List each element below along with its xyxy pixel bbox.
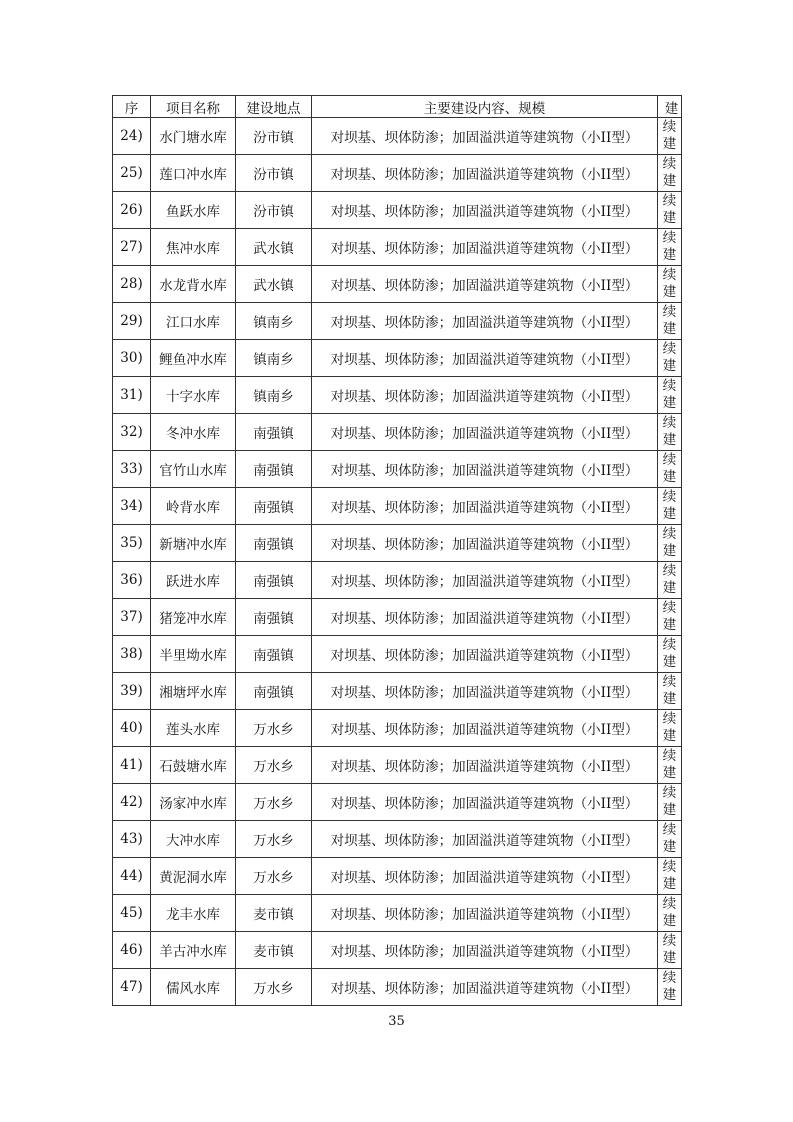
- cell-project-name: 莲口冲水库: [151, 155, 236, 192]
- cell-project-name: 水龙背水库: [151, 266, 236, 303]
- table-row: [113, 599, 682, 636]
- cell-location: 南强镇: [236, 414, 312, 451]
- cell-content: 对坝基、坝体防渗；加固溢洪道等建筑物（小II型）: [312, 858, 658, 895]
- cell-project-name: 羊古冲水库: [151, 932, 236, 969]
- cell-content: 对坝基、坝体防渗；加固溢洪道等建筑物（小II型）: [312, 377, 658, 414]
- table-row: [113, 192, 682, 229]
- cell-project-name: 新塘冲水库: [151, 525, 236, 562]
- cell-content: 对坝基、坝体防渗；加固溢洪道等建筑物（小II型）: [312, 932, 658, 969]
- table-row: [113, 895, 682, 932]
- cell-index: 41): [113, 747, 151, 784]
- cell-status: 续建: [658, 562, 682, 599]
- cell-content: 对坝基、坝体防渗；加固溢洪道等建筑物（小II型）: [312, 562, 658, 599]
- cell-content: 对坝基、坝体防渗；加固溢洪道等建筑物（小II型）: [312, 710, 658, 747]
- cell-status: 续建: [658, 340, 682, 377]
- cell-status: 续建: [658, 932, 682, 969]
- table-row: [113, 229, 682, 266]
- cell-location: 万水乡: [236, 969, 312, 1006]
- cell-location: 南强镇: [236, 562, 312, 599]
- cell-project-name: 龙丰水库: [151, 895, 236, 932]
- cell-index: 31): [113, 377, 151, 414]
- cell-project-name: 水门塘水库: [151, 118, 236, 155]
- table-row: [113, 636, 682, 673]
- table-row: [113, 821, 682, 858]
- cell-index: 39): [113, 673, 151, 710]
- cell-status: 续建: [658, 636, 682, 673]
- cell-status: 续建: [658, 414, 682, 451]
- cell-location: 麦市镇: [236, 895, 312, 932]
- table-row: [113, 969, 682, 1006]
- cell-index: 29): [113, 303, 151, 340]
- cell-location: 汾市镇: [236, 118, 312, 155]
- cell-location: 万水乡: [236, 784, 312, 821]
- cell-index: 32): [113, 414, 151, 451]
- cell-content: 对坝基、坝体防渗；加固溢洪道等建筑物（小II型）: [312, 118, 658, 155]
- table-row: [113, 858, 682, 895]
- table-row: [113, 932, 682, 969]
- cell-location: 镇南乡: [236, 377, 312, 414]
- cell-project-name: 鱼跃水库: [151, 192, 236, 229]
- cell-status: 续建: [658, 229, 682, 266]
- cell-index: 47): [113, 969, 151, 1006]
- cell-status: 续建: [658, 525, 682, 562]
- cell-index: 43): [113, 821, 151, 858]
- cell-project-name: 猪笼冲水库: [151, 599, 236, 636]
- cell-project-name: 官竹山水库: [151, 451, 236, 488]
- cell-status: 续建: [658, 895, 682, 932]
- cell-status: 续建: [658, 192, 682, 229]
- cell-status: 续建: [658, 969, 682, 1006]
- table-row: [113, 118, 682, 155]
- cell-content: 对坝基、坝体防渗；加固溢洪道等建筑物（小II型）: [312, 821, 658, 858]
- cell-project-name: 大冲水库: [151, 821, 236, 858]
- header-index: 序: [113, 96, 151, 118]
- cell-content: 对坝基、坝体防渗；加固溢洪道等建筑物（小II型）: [312, 636, 658, 673]
- cell-index: 37): [113, 599, 151, 636]
- cell-content: 对坝基、坝体防渗；加固溢洪道等建筑物（小II型）: [312, 229, 658, 266]
- cell-index: 38): [113, 636, 151, 673]
- cell-status: 续建: [658, 784, 682, 821]
- cell-status: 续建: [658, 303, 682, 340]
- table-row: [113, 377, 682, 414]
- cell-index: 36): [113, 562, 151, 599]
- cell-project-name: 江口水库: [151, 303, 236, 340]
- cell-index: 26): [113, 192, 151, 229]
- cell-location: 万水乡: [236, 858, 312, 895]
- header-status: 建: [658, 96, 682, 118]
- table-row: [113, 414, 682, 451]
- cell-project-name: 莲头水库: [151, 710, 236, 747]
- cell-status: 续建: [658, 118, 682, 155]
- cell-index: 30): [113, 340, 151, 377]
- cell-content: 对坝基、坝体防渗；加固溢洪道等建筑物（小II型）: [312, 599, 658, 636]
- cell-index: 42): [113, 784, 151, 821]
- cell-project-name: 半里坳水库: [151, 636, 236, 673]
- cell-project-name: 跃进水库: [151, 562, 236, 599]
- cell-status: 续建: [658, 155, 682, 192]
- cell-content: 对坝基、坝体防渗；加固溢洪道等建筑物（小II型）: [312, 451, 658, 488]
- cell-index: 28): [113, 266, 151, 303]
- cell-location: 汾市镇: [236, 192, 312, 229]
- table-row: [113, 266, 682, 303]
- cell-content: 对坝基、坝体防渗；加固溢洪道等建筑物（小II型）: [312, 303, 658, 340]
- cell-index: 45): [113, 895, 151, 932]
- cell-status: 续建: [658, 266, 682, 303]
- table-body: [113, 118, 682, 1006]
- table-row: [113, 451, 682, 488]
- cell-project-name: 冬冲水库: [151, 414, 236, 451]
- cell-content: 对坝基、坝体防渗；加固溢洪道等建筑物（小II型）: [312, 192, 658, 229]
- table-row: [113, 340, 682, 377]
- cell-content: 对坝基、坝体防渗；加固溢洪道等建筑物（小II型）: [312, 414, 658, 451]
- cell-status: 续建: [658, 821, 682, 858]
- cell-index: 24): [113, 118, 151, 155]
- cell-location: 南强镇: [236, 525, 312, 562]
- cell-status: 续建: [658, 710, 682, 747]
- cell-location: 南强镇: [236, 636, 312, 673]
- cell-status: 续建: [658, 673, 682, 710]
- cell-location: 南强镇: [236, 673, 312, 710]
- cell-location: 南强镇: [236, 488, 312, 525]
- cell-status: 续建: [658, 451, 682, 488]
- cell-content: 对坝基、坝体防渗；加固溢洪道等建筑物（小II型）: [312, 266, 658, 303]
- cell-location: 武水镇: [236, 229, 312, 266]
- cell-index: 46): [113, 932, 151, 969]
- cell-index: 27): [113, 229, 151, 266]
- cell-project-name: 鲤鱼冲水库: [151, 340, 236, 377]
- header-name: 项目名称: [151, 96, 236, 118]
- table-row: [113, 673, 682, 710]
- cell-location: 万水乡: [236, 821, 312, 858]
- cell-content: 对坝基、坝体防渗；加固溢洪道等建筑物（小II型）: [312, 673, 658, 710]
- cell-status: 续建: [658, 858, 682, 895]
- table-header: [113, 96, 682, 118]
- cell-location: 武水镇: [236, 266, 312, 303]
- project-table: [112, 95, 682, 1006]
- cell-project-name: 岭背水库: [151, 488, 236, 525]
- table-row: [113, 488, 682, 525]
- cell-content: 对坝基、坝体防渗；加固溢洪道等建筑物（小II型）: [312, 784, 658, 821]
- cell-project-name: 黄泥洞水库: [151, 858, 236, 895]
- cell-project-name: 焦冲水库: [151, 229, 236, 266]
- cell-location: 万水乡: [236, 710, 312, 747]
- cell-location: 南强镇: [236, 599, 312, 636]
- table-row: [113, 562, 682, 599]
- header-content: 主要建设内容、规模: [312, 96, 658, 118]
- cell-content: 对坝基、坝体防渗；加固溢洪道等建筑物（小II型）: [312, 895, 658, 932]
- cell-location: 汾市镇: [236, 155, 312, 192]
- cell-status: 续建: [658, 377, 682, 414]
- cell-project-name: 十字水库: [151, 377, 236, 414]
- header-location: 建设地点: [236, 96, 312, 118]
- table-row: [113, 710, 682, 747]
- cell-status: 续建: [658, 747, 682, 784]
- cell-status: 续建: [658, 488, 682, 525]
- cell-location: 镇南乡: [236, 303, 312, 340]
- table-row: [113, 747, 682, 784]
- cell-index: 33): [113, 451, 151, 488]
- cell-location: 镇南乡: [236, 340, 312, 377]
- cell-project-name: 儒风水库: [151, 969, 236, 1006]
- cell-location: 南强镇: [236, 451, 312, 488]
- cell-content: 对坝基、坝体防渗；加固溢洪道等建筑物（小II型）: [312, 155, 658, 192]
- table-row: [113, 784, 682, 821]
- cell-index: 34): [113, 488, 151, 525]
- cell-project-name: 汤家冲水库: [151, 784, 236, 821]
- cell-project-name: 湘塘坪水库: [151, 673, 236, 710]
- cell-index: 35): [113, 525, 151, 562]
- cell-content: 对坝基、坝体防渗；加固溢洪道等建筑物（小II型）: [312, 969, 658, 1006]
- page-number: 35: [388, 1014, 405, 1029]
- table-row: [113, 525, 682, 562]
- cell-location: 麦市镇: [236, 932, 312, 969]
- cell-index: 44): [113, 858, 151, 895]
- cell-content: 对坝基、坝体防渗；加固溢洪道等建筑物（小II型）: [312, 747, 658, 784]
- table-row: [113, 303, 682, 340]
- cell-content: 对坝基、坝体防渗；加固溢洪道等建筑物（小II型）: [312, 488, 658, 525]
- cell-content: 对坝基、坝体防渗；加固溢洪道等建筑物（小II型）: [312, 525, 658, 562]
- cell-index: 25): [113, 155, 151, 192]
- cell-content: 对坝基、坝体防渗；加固溢洪道等建筑物（小II型）: [312, 340, 658, 377]
- header-row: [113, 96, 682, 118]
- table-row: [113, 155, 682, 192]
- cell-index: 40): [113, 710, 151, 747]
- cell-status: 续建: [658, 599, 682, 636]
- cell-location: 万水乡: [236, 747, 312, 784]
- cell-project-name: 石鼓塘水库: [151, 747, 236, 784]
